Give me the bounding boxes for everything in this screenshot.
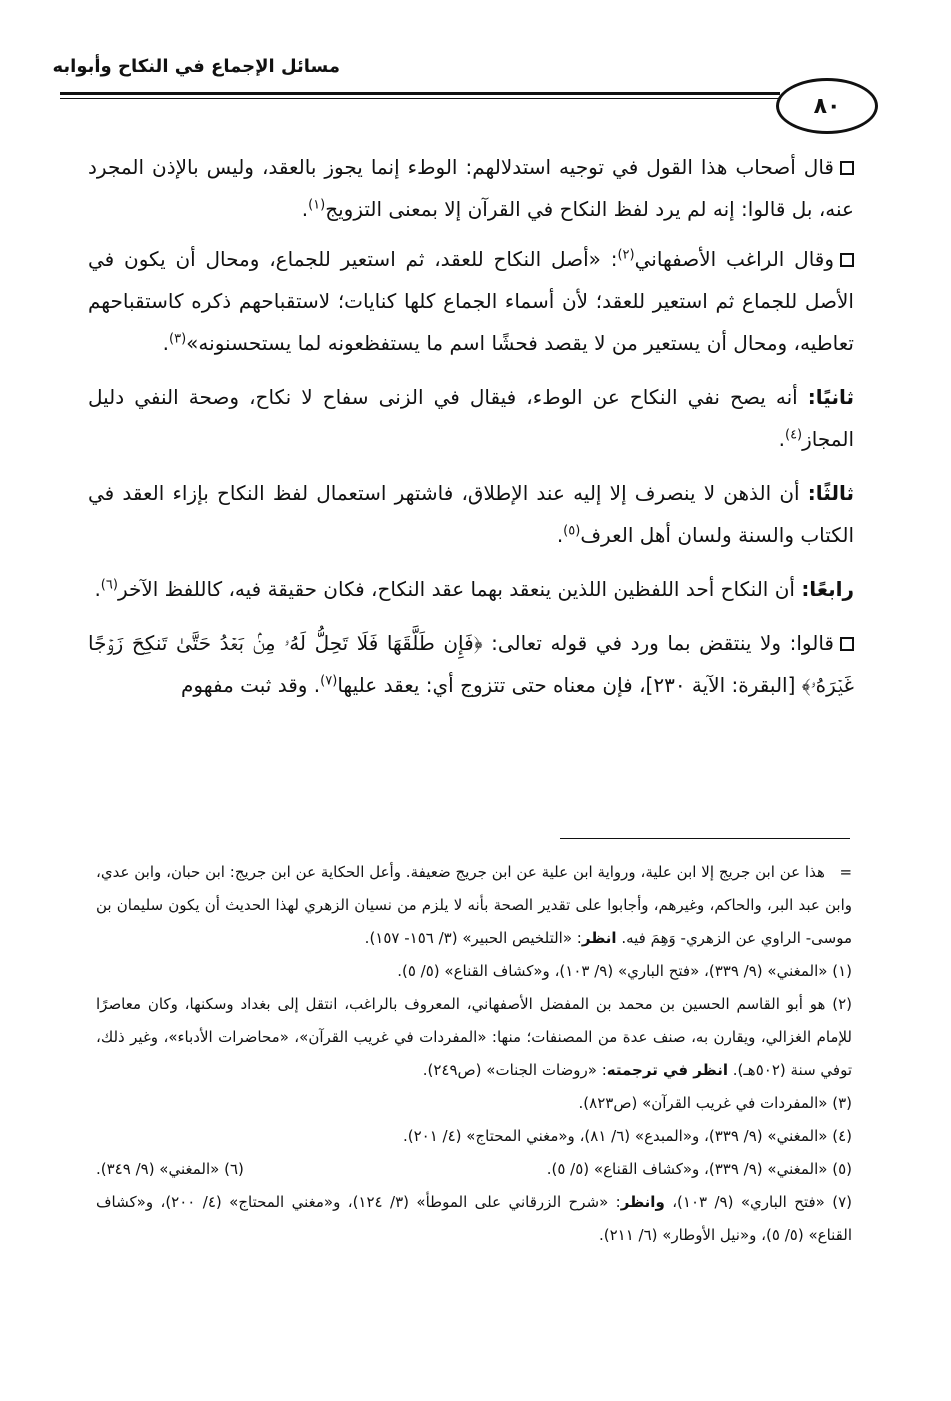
footnote-ref: (٧) <box>320 673 338 689</box>
square-box-icon <box>840 161 854 175</box>
footnote-continuation: = هذا عن ابن جريج إلا ابن علية، ورواية ابن علية عن ابن جريج ضعيفة. وأعل الحكاية عن ابن جريج: ابن حبان، وابن عدي، وابن عبد البر، والحاكم، وغيرهم، وأجابوا على تقدير الصحة بأنه لا يلزم من نسيان الزهري لهذا الحديث أن يكون سليمان بن موسى- الراوي عن الزهري- وَهِمَ فيه. انظر: «التلخيص الحبير» (٣/ ١٥٦- ١٥٧). <box>96 863 853 947</box>
footnotes <box>96 856 852 1252</box>
footnote-row-5-6 <box>96 1153 852 1186</box>
footnote-7: (٧) «فتح الباري» (٩/ ١٠٣)، وانظر: «شرح الزرقاني على الموطأ» (٣/ ١٢٤)، و«مغني المحتاج» (٤/ ٢٠٠)، و«كشاف القناع» (٥/ ٥)، و«نيل الأوطار» (٦/ ٢١١). <box>96 1193 853 1244</box>
page-number-oval <box>776 78 878 134</box>
footnote-6: (٦) «المغني» (٩/ ٣٤٩). <box>96 1160 244 1178</box>
point-label: رابعًا: <box>801 577 854 601</box>
footnote-3: (٣) «المفردات في غريب القرآن» (ص٨٢٣). <box>578 1094 852 1112</box>
paragraph-1: قال أصحاب هذا القول في توجيه استدلالهم: الوطء إنما يجوز بالعقد، وليس بالإذن المجرد عنه، بل قالوا: إنه لم يرد لفظ النكاح في القرآن إلا بمعنى التزويج$^{(١)}$. <box>88 155 854 221</box>
square-box-icon <box>840 637 854 651</box>
page-number: ٨٠ <box>813 93 841 119</box>
point-label: ثانيًا: <box>807 385 854 409</box>
continuation-marker: = <box>839 863 853 881</box>
footnote-rule <box>560 838 850 839</box>
footnote-1: (١) «المغني» (٩/ ٣٣٩)، «فتح الباري» (٩/ ١٠٣)، و«كشاف القناع» (٥/ ٥). <box>397 962 852 980</box>
paragraph-5: رابعًا: أن النكاح أحد اللفظين اللذين ينعقد بهما عقد النكاح، فكان حقيقة فيه، كاللفظ الآخر$^{(٦)}$. <box>94 577 854 601</box>
paragraph-2: وقال الراغب الأصفهاني$^{(٢)}$: «أصل النكاح للعقد، ثم استعير للجماع، ومحال أن يكون في الأصل للجماع ثم استعير للعقد؛ لأن أسماء الجماع كلها كنايات؛ لاستقباحهم ذكره كاستقباحهم تعاطيه، ومحال أن يستعير من لا يقصد فحشًا اسم ما يستفظعونه لما يستحسنونه»$^{(٣)}$. <box>88 247 854 355</box>
footnote-ref: (٥) <box>563 523 581 539</box>
main-text <box>88 146 854 714</box>
footnote-ref: (٦) <box>100 577 118 593</box>
footnote-4: (٤) «المغني» (٩/ ٣٣٩)، و«المبدع» (٦/ ٨١)، و«مغني المحتاج» (٤/ ٢٠١). <box>402 1127 852 1145</box>
footnote-ref: (٢) <box>617 247 635 263</box>
header-rule <box>60 92 780 95</box>
running-header-title: مسائل الإجماع في النكاح وأبوابه <box>52 56 340 77</box>
footnote-ref: (٤) <box>784 427 803 443</box>
header-rule-thin <box>60 98 780 99</box>
paragraph-4: ثالثًا: أن الذهن لا ينصرف إلا إليه عند الإطلاق، فاشتهر استعمال لفظ النكاح بإزاء العقد في الكتاب والسنة ولسان أهل العرف$^{(٥)}$. <box>88 481 854 547</box>
footnote-2: (٢) هو أبو القاسم الحسين بن محمد بن المفضل الأصفهاني، المعروف بالراغب، انتقل إلى بغداد وسكنها، وكان معاصرًا للإمام الغزالي، ويقارن به، صنف عدة من المصنفات؛ منها: «المفردات في غريب القرآن»، «محاضرات الأدباء»، وغير ذلك، توفي سنة (٥٠٢هـ). انظر في ترجمته: «روضات الجنات» (ص٢٤٩). <box>96 995 852 1079</box>
paragraph-6: قالوا: ولا ينتقض بما ورد في قوله تعالى: ﴿فَإِن طَلَّقَهَا فَلَا تَحِلُّ لَهُۥ مِنۢ بَعۡدُ حَتَّىٰ تَنكِحَ زَوۡجًا غَيۡرَهُۥ﴾ [البقرة: الآية ٢٣٠]، فإن معناه حتى تتزوج أي: يعقد عليها$^{(٧)}$. وقد ثبت مفهوم <box>88 631 854 697</box>
footnote-5: (٥) «المغني» (٩/ ٣٣٩)، و«كشاف القناع» (٥/ ٥). <box>546 1160 852 1178</box>
footnote-ref: (٣) <box>169 331 187 347</box>
paragraph-3: ثانيًا: أنه يصح نفي النكاح عن الوطء، فيقال في الزنى سفاح لا نكاح، وصحة النفي دليل المجاز$^{(٤)}$. <box>88 385 854 451</box>
point-label: ثالثًا: <box>807 481 854 505</box>
square-box-icon <box>840 253 854 267</box>
footnote-ref: (١) <box>308 197 326 213</box>
